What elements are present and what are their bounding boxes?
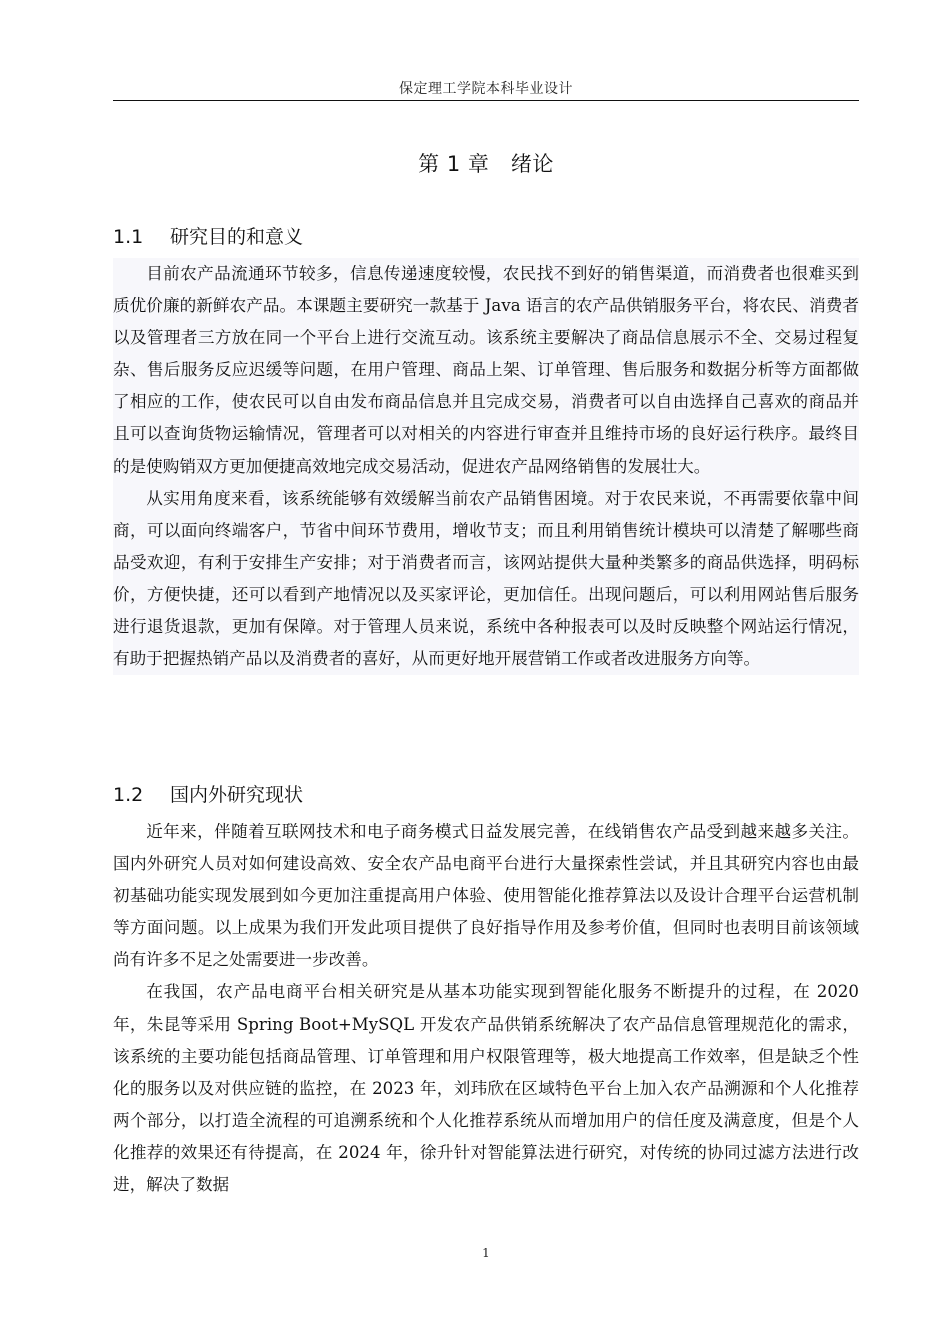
section-title-text: 研究目的和意义 <box>170 226 304 248</box>
section-title-text: 国内外研究现状 <box>170 784 304 806</box>
paragraph: 在我国，农产品电商平台相关研究是从基本功能实现到智能化服务不断提升的过程，在 2020 年，朱昆等采用 Spring Boot+MySQL 开发农产品供销系统解决了农产品信息管理规范化的需求，该系统的主要功能包括商品管理、订单管理和用户权限管理等，极大地提高工作效率，但是缺乏个性化的服务以及对供应链的监控，在 2023 年，刘玮欣在区域特色平台上加入农产品溯源和个人化推荐两个部分，以打造全流程的可追溯系统和个人化推荐系统从而增加用户的信任度及满意度，但是个人化推荐的效果还有待提高，在 2024 年，徐升针对智能算法进行研究，对传统的协同过滤方法进行改进，解决了数据 <box>113 982 859 1195</box>
section-number: 1.2 <box>113 784 144 806</box>
section-number: 1.1 <box>113 226 144 248</box>
section-1-1-body <box>113 258 859 675</box>
section-heading-1-1 <box>113 222 303 249</box>
header-rule <box>113 100 859 101</box>
page-number: 1 <box>482 1246 490 1260</box>
paragraph: 目前农产品流通环节较多，信息传递速度较慢，农民找不到好的销售渠道，而消费者也很难买到质优价廉的新鲜农产品。本课题主要研究一款基于 Java 语言的农产品供销服务平台，将农民、消费者以及管理者三方放在同一个平台上进行交流互动。该系统主要解决了商品信息展示不全、交易过程复杂、售后服务反应迟缓等问题，在用户管理、商品上架、订单管理、售后服务和数据分析等方面都做了相应的工作，使农民可以自由发布商品信息并且完成交易，消费者可以自由选择自己喜欢的商品并且可以查询货物运输情况，管理者可以对相关的内容进行审查并且维持市场的良好运行秩序。最终目的是使购销双方更加便捷高效地完成交易活动，促进农产品网络销售的发展壮大。 <box>113 264 859 476</box>
section-1-2-body <box>113 816 859 1201</box>
chapter-title: 第 1 章 绪论 <box>418 152 554 176</box>
paragraph: 从实用角度来看，该系统能够有效缓解当前农产品销售困境。对于农民来说，不再需要依靠中间商，可以面向终端客户，节省中间环节费用，增收节支；而且利用销售统计模块可以清楚了解哪些商品受欢迎，有利于安排生产安排；对于消费者而言，该网站提供大量种类繁多的商品供选择，明码标价，方便快捷，还可以看到产地情况以及买家评论，更加信任。出现问题后，可以利用网站售后服务进行退货退款，更加有保障。对于管理人员来说，系统中各种报表可以及时反映整个网站运行情况，有助于把握热销产品以及消费者的喜好，从而更好地开展营销工作或者改进服务方向等。 <box>113 488 859 669</box>
paragraph: 近年来，伴随着互联网技术和电子商务模式日益发展完善，在线销售农产品受到越来越多关注。国内外研究人员对如何建设高效、安全农产品电商平台进行大量探索性尝试，并且其研究内容也由最初基础功能实现发展到如今更加注重提高用户体验、使用智能化推荐算法以及设计合理平台运营机制等方面问题。以上成果为我们开发此项目提供了良好指导作用及参考价值，但同时也表明目前该领域尚有许多不足之处需要进一步改善。 <box>113 822 859 970</box>
section-heading-1-2 <box>113 780 303 807</box>
running-header: 保定理工学院本科毕业设计 <box>399 81 573 97</box>
